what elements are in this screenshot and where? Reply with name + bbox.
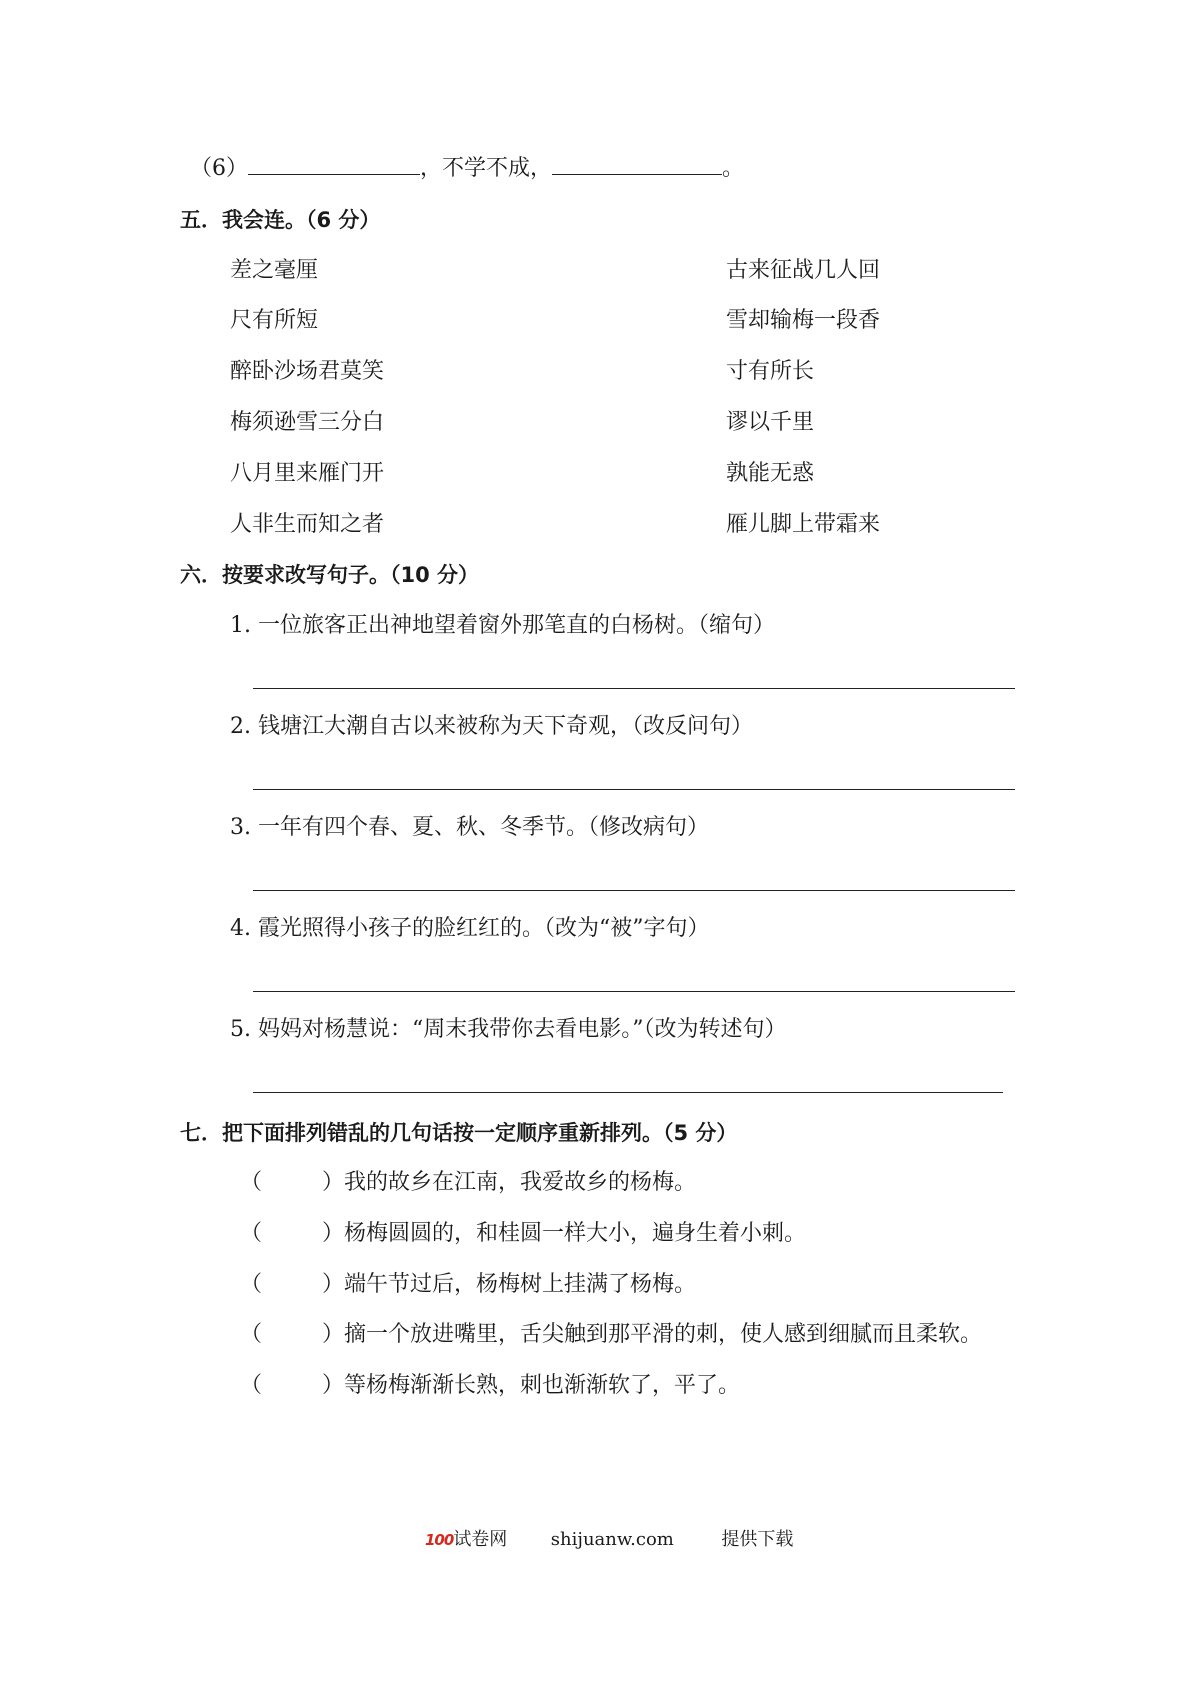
match-right-item[interactable]: 谬以千里	[726, 410, 815, 435]
rewrite-question: 4. 霞光照得小孩子的脸红红的。（改为“被”字句）	[230, 916, 710, 941]
match-right-item[interactable]: 古来征战几人回	[726, 258, 881, 283]
site-logo: 100	[425, 1531, 454, 1549]
match-left-item[interactable]: 差之毫厘	[230, 258, 319, 283]
site-name: 试卷网	[453, 1529, 508, 1550]
match-right-item[interactable]: 雁儿脚上带霜来	[726, 512, 881, 537]
order-blank[interactable]: （	[240, 1221, 263, 1246]
match-right-item[interactable]: 雪却输梅一段香	[726, 308, 881, 333]
order-item: （ ）我的故乡在江南，我爱故乡的杨梅。	[240, 1168, 696, 1198]
match-right-item[interactable]: 孰能无惑	[726, 461, 815, 486]
rewrite-question: 3. 一年有四个春、夏、秋、冬季节。（修改病句）	[230, 815, 709, 840]
match-left-item[interactable]: 尺有所短	[230, 308, 319, 333]
order-blank[interactable]: （	[240, 1373, 263, 1398]
answer-blank-2[interactable]	[552, 152, 722, 175]
order-item: （ ）端午节过后，杨梅树上挂满了杨梅。	[240, 1270, 696, 1300]
item-text: ，不学不成，	[420, 156, 553, 181]
q4-item6	[190, 152, 744, 184]
match-left-item[interactable]: 人非生而知之者	[230, 512, 385, 537]
order-item: （ ）杨梅圆圆的，和桂圆一样大小，遍身生着小刺。	[240, 1219, 806, 1249]
match-right-item[interactable]: 寸有所长	[726, 359, 815, 384]
answer-line[interactable]	[253, 688, 1015, 689]
match-left-item[interactable]: 梅须逊雪三分白	[230, 410, 385, 435]
order-blank[interactable]: （	[240, 1170, 263, 1195]
section7-header: 七．把下面排列错乱的几句话按一定顺序重新排列。（5 分）	[180, 1121, 738, 1145]
answer-line[interactable]	[253, 1092, 1003, 1093]
item-end: 。	[722, 156, 745, 181]
footer-note: 提供下载	[721, 1529, 794, 1550]
answer-line[interactable]	[253, 890, 1015, 891]
rewrite-question: 2. 钱塘江大潮自古以来被称为天下奇观，（改反问句）	[230, 714, 753, 739]
match-left-item[interactable]: 八月里来雁门开	[230, 461, 385, 486]
item-number: （6）	[190, 156, 248, 181]
rewrite-question: 5. 妈妈对杨慧说：“周末我带你去看电影。”（改为转述句）	[230, 1017, 787, 1042]
order-blank[interactable]: （	[240, 1272, 263, 1297]
order-item: （ ）等杨梅渐渐长熟，刺也渐渐软了，平了。	[240, 1371, 740, 1401]
section5-header: 五．我会连。（6 分）	[180, 208, 381, 232]
rewrite-question: 1. 一位旅客正出神地望着窗外那笔直的白杨树。（缩句）	[230, 613, 775, 638]
section6-header: 六．按要求改写句子。（10 分）	[180, 563, 480, 587]
answer-line[interactable]	[253, 789, 1015, 790]
answer-line[interactable]	[253, 991, 1015, 992]
order-blank[interactable]: （	[240, 1322, 263, 1347]
order-item: （ ）摘一个放进嘴里，舌尖触到那平滑的刺，使人感到细腻而且柔软。	[240, 1320, 982, 1350]
answer-blank-1[interactable]	[248, 152, 420, 175]
footer	[425, 1528, 793, 1552]
site-url[interactable]: shijuanw.com	[550, 1529, 674, 1550]
match-left-item[interactable]: 醉卧沙场君莫笑	[230, 359, 385, 384]
